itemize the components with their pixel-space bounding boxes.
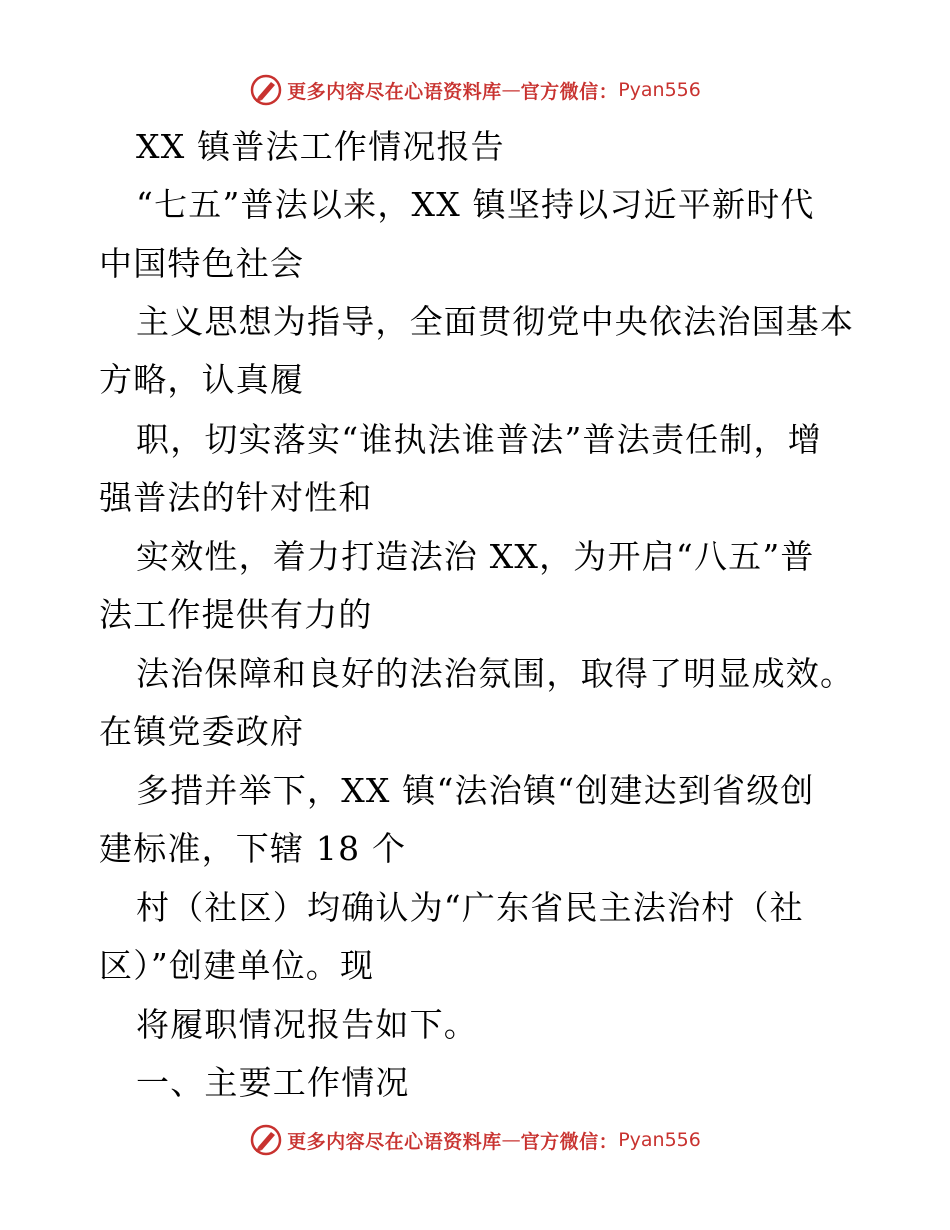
paragraph-line: 强普法的针对性和 — [99, 478, 373, 517]
watermark-wechat-id: Pyan556 — [618, 1129, 701, 1151]
paragraph-line: 建标准，下辖 18 个 — [99, 829, 407, 868]
paragraph-line: 将履职情况报告如下。 — [136, 1005, 478, 1044]
paragraph-line: 多措并举下，XX 镇“法治镇“创建达到省级创 — [136, 771, 815, 810]
paragraph-line: 中国特色社会 — [99, 244, 305, 283]
paragraph-line: 村（社区）均确认为“广东省民主法治村（社 — [136, 888, 804, 927]
paragraph-line: “七五”普法以来，XX 镇坚持以习近平新时代 — [136, 185, 815, 224]
paragraph-line: 方略，认真履 — [99, 360, 305, 399]
paragraph-line: 职，切实落实“谁执法谁普法”普法责任制，增 — [136, 420, 822, 459]
pen-logo-icon — [249, 1123, 283, 1157]
watermark-separator: — — [501, 79, 521, 101]
document-title: XX 镇普法工作情况报告 — [136, 127, 505, 166]
paragraph-line: 法治保障和良好的法治氛围，取得了明显成效。 — [136, 654, 855, 693]
watermark-separator: — — [501, 1129, 521, 1151]
paragraph-line: 在镇党委政府 — [99, 712, 305, 751]
watermark-official-label: 官方微信： — [520, 80, 619, 103]
watermark-wechat-id: Pyan556 — [618, 79, 701, 101]
paragraph-line: 法工作提供有力的 — [99, 595, 373, 634]
paragraph-line: 实效性，着力打造法治 XX，为开启“八五”普 — [136, 537, 815, 576]
section-heading: 一、主要工作情况 — [136, 1063, 410, 1102]
paragraph-line: 区）”创建单位。现 — [99, 946, 375, 985]
watermark-text: 更多内容尽在心语资料库 — [287, 80, 502, 103]
paragraph-line: 主义思想为指导，全面贯彻党中央依法治国基本 — [136, 302, 855, 341]
watermark-official-label: 官方微信： — [520, 1130, 619, 1153]
footer-watermark — [0, 1120, 950, 1160]
watermark-text: 更多内容尽在心语资料库 — [287, 1130, 502, 1153]
